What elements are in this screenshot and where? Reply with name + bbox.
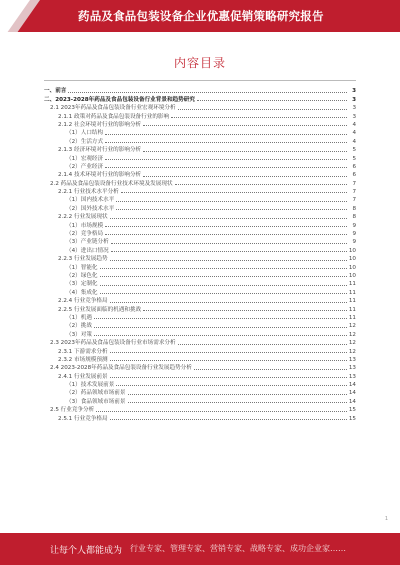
toc-entry[interactable] bbox=[44, 111, 356, 119]
toc-leader-dots bbox=[143, 310, 347, 311]
toc-entry[interactable] bbox=[44, 262, 356, 270]
toc-page-number: 4 bbox=[352, 121, 356, 128]
toc-entry[interactable] bbox=[44, 229, 356, 237]
toc-leader-dots bbox=[94, 327, 347, 328]
toc-entry[interactable] bbox=[44, 271, 356, 279]
toc-entry-text: （1）人口结构 bbox=[66, 130, 104, 137]
toc-entry[interactable] bbox=[44, 405, 356, 413]
toc-page-number: 15 bbox=[348, 415, 356, 422]
toc-entry-text: 2.2.1 行业技术水平分析 bbox=[58, 189, 119, 196]
toc-entry-text: （2）生活方式 bbox=[66, 138, 104, 145]
toc-entry-text: （3）食品领域市场前景 bbox=[66, 398, 126, 405]
toc-entry[interactable] bbox=[44, 86, 356, 94]
toc-entry[interactable] bbox=[44, 178, 356, 186]
toc-entry[interactable] bbox=[44, 187, 356, 195]
toc-page-number: 5 bbox=[352, 147, 356, 154]
toc-entry[interactable] bbox=[44, 304, 356, 312]
toc-page-number: 12 bbox=[348, 323, 356, 330]
toc-entry-text: （1）宏观经济 bbox=[66, 155, 104, 162]
toc-leader-dots bbox=[110, 260, 347, 261]
toc-entry-text: （4）进出口情况 bbox=[66, 247, 109, 254]
toc-leader-dots bbox=[116, 385, 347, 386]
toc-page-number: 3 bbox=[352, 105, 356, 112]
toc-entry-text: （3）产业链分析 bbox=[66, 239, 109, 246]
toc-entry-text: （3）定制化 bbox=[66, 281, 98, 288]
toc-page-number: 3 bbox=[352, 88, 356, 95]
toc-leader-dots bbox=[68, 92, 347, 93]
toc-entry-text: 一、前言 bbox=[44, 88, 67, 95]
report-title: 药品及食品包装设备企业优惠促销策略研究报告 bbox=[78, 9, 324, 23]
toc-page-number: 11 bbox=[348, 306, 356, 313]
toc-leader-dots bbox=[110, 360, 347, 361]
toc-page-number: 11 bbox=[348, 281, 356, 288]
toc-entry-text: 2.2.3 行业发展趋势 bbox=[58, 256, 108, 263]
toc-entry[interactable] bbox=[44, 329, 356, 337]
toc-entry[interactable] bbox=[44, 170, 356, 178]
toc-page-number: 9 bbox=[352, 239, 356, 246]
toc-page-number: 10 bbox=[348, 272, 356, 279]
toc-page-number: 12 bbox=[348, 348, 356, 355]
toc-page-number: 5 bbox=[352, 155, 356, 162]
toc-entry-text: 2.1 2023年药品及食品包装设备行业宏观环境分析 bbox=[50, 105, 176, 112]
toc-entry[interactable] bbox=[44, 296, 356, 304]
toc-entry-text: 2.3.2 市场规模预测 bbox=[58, 356, 108, 363]
toc-page-number: 7 bbox=[352, 189, 356, 196]
toc-entry[interactable] bbox=[44, 153, 356, 161]
toc-leader-dots bbox=[94, 318, 347, 319]
toc-entry[interactable] bbox=[44, 212, 356, 220]
toc-leader-dots bbox=[116, 201, 347, 202]
toc-entry-text: 2.1.4 技术环境对行业的影响分析 bbox=[58, 172, 142, 179]
toc-leader-dots bbox=[100, 268, 347, 269]
toc-page-number: 3 bbox=[352, 113, 356, 120]
toc-entry-text: （1）智能化 bbox=[66, 264, 98, 271]
toc-entry[interactable] bbox=[44, 321, 356, 329]
toc-entry-text: （4）集成化 bbox=[66, 289, 98, 296]
toc-entry-text: （1）国内技术水平 bbox=[66, 197, 115, 204]
toc-leader-dots bbox=[178, 344, 347, 345]
toc-entry-text: （2）药品领域市场前景 bbox=[66, 390, 126, 397]
toc-page-number: 13 bbox=[348, 365, 356, 372]
toc-leader-dots bbox=[111, 251, 347, 252]
toc-entry[interactable] bbox=[44, 396, 356, 404]
toc-entry-text: 2.2.5 行业发展面临的机遇和挑战 bbox=[58, 306, 142, 313]
toc-page-number: 9 bbox=[352, 231, 356, 238]
toc-page-number: 12 bbox=[348, 340, 356, 347]
toc-entry-text: 2.1.2 社会环境对行业的影响分析 bbox=[58, 121, 142, 128]
toc-entry-text: （2）挑战 bbox=[66, 323, 92, 330]
toc-leader-dots bbox=[100, 276, 347, 277]
footer-banner bbox=[0, 533, 400, 565]
toc-page-number: 10 bbox=[348, 264, 356, 271]
toc-leader-dots bbox=[194, 369, 347, 370]
toc-leader-dots bbox=[105, 134, 347, 135]
toc-entry[interactable] bbox=[44, 338, 356, 346]
toc-leader-dots bbox=[105, 234, 347, 235]
toc-leader-dots bbox=[111, 243, 347, 244]
toc-entry-text: 2.4.1 行业发展前景 bbox=[58, 373, 108, 380]
toc-entry[interactable] bbox=[44, 355, 356, 363]
toc-entry[interactable] bbox=[44, 313, 356, 321]
toc-entry-text: 2.5 行业竞争分析 bbox=[50, 407, 95, 414]
toc-leader-dots bbox=[143, 125, 347, 126]
toc-leader-dots bbox=[94, 335, 347, 336]
toc-entry-text: （1）市场规模 bbox=[66, 222, 104, 229]
toc-leader-dots bbox=[100, 285, 347, 286]
toc-leader-dots bbox=[105, 159, 347, 160]
toc-page-number: 4 bbox=[352, 130, 356, 137]
toc-leader-dots bbox=[128, 402, 348, 403]
toc-heading: 内容目录 bbox=[173, 56, 226, 70]
toc-page-number: 6 bbox=[352, 163, 356, 170]
toc-entry-text: 2.3 2023年药品及食品包装设备行业市场需求分析 bbox=[50, 340, 176, 347]
toc-entry-text: （1）机遇 bbox=[66, 314, 92, 321]
toc-entry[interactable] bbox=[44, 203, 356, 211]
toc-entry[interactable] bbox=[44, 136, 356, 144]
toc-page-number: 11 bbox=[348, 298, 356, 305]
toc-entry-text: 2.4 2023-2028年药品及食品包装设备行业发展趋势分析 bbox=[50, 365, 192, 372]
toc-page-number: 9 bbox=[352, 222, 356, 229]
toc-entry[interactable] bbox=[44, 103, 356, 111]
toc-entry-text: 2.2.4 行业竞争格局 bbox=[58, 298, 108, 305]
toc-entry-text: 2.1.3 经济环境对行业的影响分析 bbox=[58, 147, 142, 154]
toc-leader-dots bbox=[96, 411, 347, 412]
toc-entry[interactable] bbox=[44, 279, 356, 287]
table-of-contents bbox=[44, 86, 356, 422]
toc-leader-dots bbox=[110, 352, 347, 353]
toc-leader-dots bbox=[197, 100, 347, 101]
toc-page-number: 14 bbox=[348, 390, 356, 397]
toc-entry-text: 2.2 药品及食品包装设备行业技术环境及发展现状 bbox=[50, 180, 173, 187]
toc-leader-dots bbox=[171, 117, 347, 118]
toc-entry-text: （2）绿色化 bbox=[66, 272, 98, 279]
toc-entry-text: 二、2023-2028年药品及食品包装设备行业背景和趋势研究 bbox=[44, 96, 195, 103]
toc-page-number: 6 bbox=[352, 172, 356, 179]
toc-entry-text: （1）技术发展前景 bbox=[66, 382, 115, 389]
toc-leader-dots bbox=[143, 176, 347, 177]
toc-entry[interactable] bbox=[44, 371, 356, 379]
toc-page-number: 8 bbox=[352, 205, 356, 212]
toc-entry[interactable] bbox=[44, 237, 356, 245]
toc-leader-dots bbox=[128, 394, 348, 395]
toc-entry[interactable] bbox=[44, 120, 356, 128]
toc-page-number: 13 bbox=[348, 356, 356, 363]
toc-page-number: 10 bbox=[348, 247, 356, 254]
toc-entry[interactable] bbox=[44, 195, 356, 203]
toc-leader-dots bbox=[105, 226, 347, 227]
toc-page-number: 3 bbox=[352, 96, 356, 103]
toc-leader-dots bbox=[110, 218, 347, 219]
footer-tags: 行业专家、管理专家、营销专家、战略专家、成功企业家…… bbox=[130, 544, 346, 553]
toc-entry[interactable] bbox=[44, 128, 356, 136]
toc-leader-dots bbox=[175, 184, 347, 185]
footer-slogan: 让每个人都能成为 bbox=[50, 546, 123, 556]
toc-entry-text: （2）竞争格局 bbox=[66, 231, 104, 238]
toc-entry-text: （3）对策 bbox=[66, 331, 92, 338]
toc-entry-text: （2）国外技术水平 bbox=[66, 205, 115, 212]
toc-leader-dots bbox=[143, 151, 347, 152]
toc-leader-dots bbox=[105, 142, 347, 143]
toc-leader-dots bbox=[105, 167, 347, 168]
toc-entry[interactable] bbox=[44, 94, 356, 102]
toc-entry-text: 2.5.1 行业竞争格局 bbox=[58, 415, 108, 422]
toc-entry[interactable] bbox=[44, 388, 356, 396]
divider bbox=[44, 80, 356, 81]
toc-page-number: 4 bbox=[352, 138, 356, 145]
toc-leader-dots bbox=[178, 109, 347, 110]
toc-page-number: 15 bbox=[348, 407, 356, 414]
toc-page-number: 10 bbox=[348, 256, 356, 263]
toc-page-number: 11 bbox=[348, 314, 356, 321]
toc-entry-text: 2.2.2 行业发展现状 bbox=[58, 214, 108, 221]
toc-entry[interactable] bbox=[44, 254, 356, 262]
toc-entry[interactable] bbox=[44, 162, 356, 170]
toc-leader-dots bbox=[110, 377, 347, 378]
page-marker: 1 bbox=[384, 516, 388, 522]
toc-page-number: 7 bbox=[352, 180, 356, 187]
toc-leader-dots bbox=[110, 419, 347, 420]
toc-page-number: 14 bbox=[348, 382, 356, 389]
toc-entry[interactable] bbox=[44, 363, 356, 371]
toc-entry[interactable] bbox=[44, 220, 356, 228]
toc-page-number: 14 bbox=[348, 398, 356, 405]
toc-entry[interactable] bbox=[44, 287, 356, 295]
toc-entry[interactable] bbox=[44, 245, 356, 253]
toc-entry-text: （2）产业经济 bbox=[66, 163, 104, 170]
toc-leader-dots bbox=[116, 209, 347, 210]
toc-entry[interactable] bbox=[44, 145, 356, 153]
toc-entry[interactable] bbox=[44, 380, 356, 388]
toc-page-number: 8 bbox=[352, 214, 356, 221]
toc-page-number: 13 bbox=[348, 373, 356, 380]
toc-page-number: 11 bbox=[348, 289, 356, 296]
toc-entry-text: 2.1.1 政策对药品及食品包装设备行业的影响 bbox=[58, 113, 170, 120]
toc-page-number: 7 bbox=[352, 197, 356, 204]
toc-leader-dots bbox=[121, 192, 347, 193]
toc-entry[interactable] bbox=[44, 346, 356, 354]
toc-leader-dots bbox=[110, 302, 347, 303]
toc-leader-dots bbox=[100, 293, 347, 294]
toc-page-number: 12 bbox=[348, 331, 356, 338]
toc-entry-text: 2.3.1 下游需求分析 bbox=[58, 348, 108, 355]
toc-entry[interactable] bbox=[44, 413, 356, 421]
header-banner bbox=[0, 0, 400, 32]
